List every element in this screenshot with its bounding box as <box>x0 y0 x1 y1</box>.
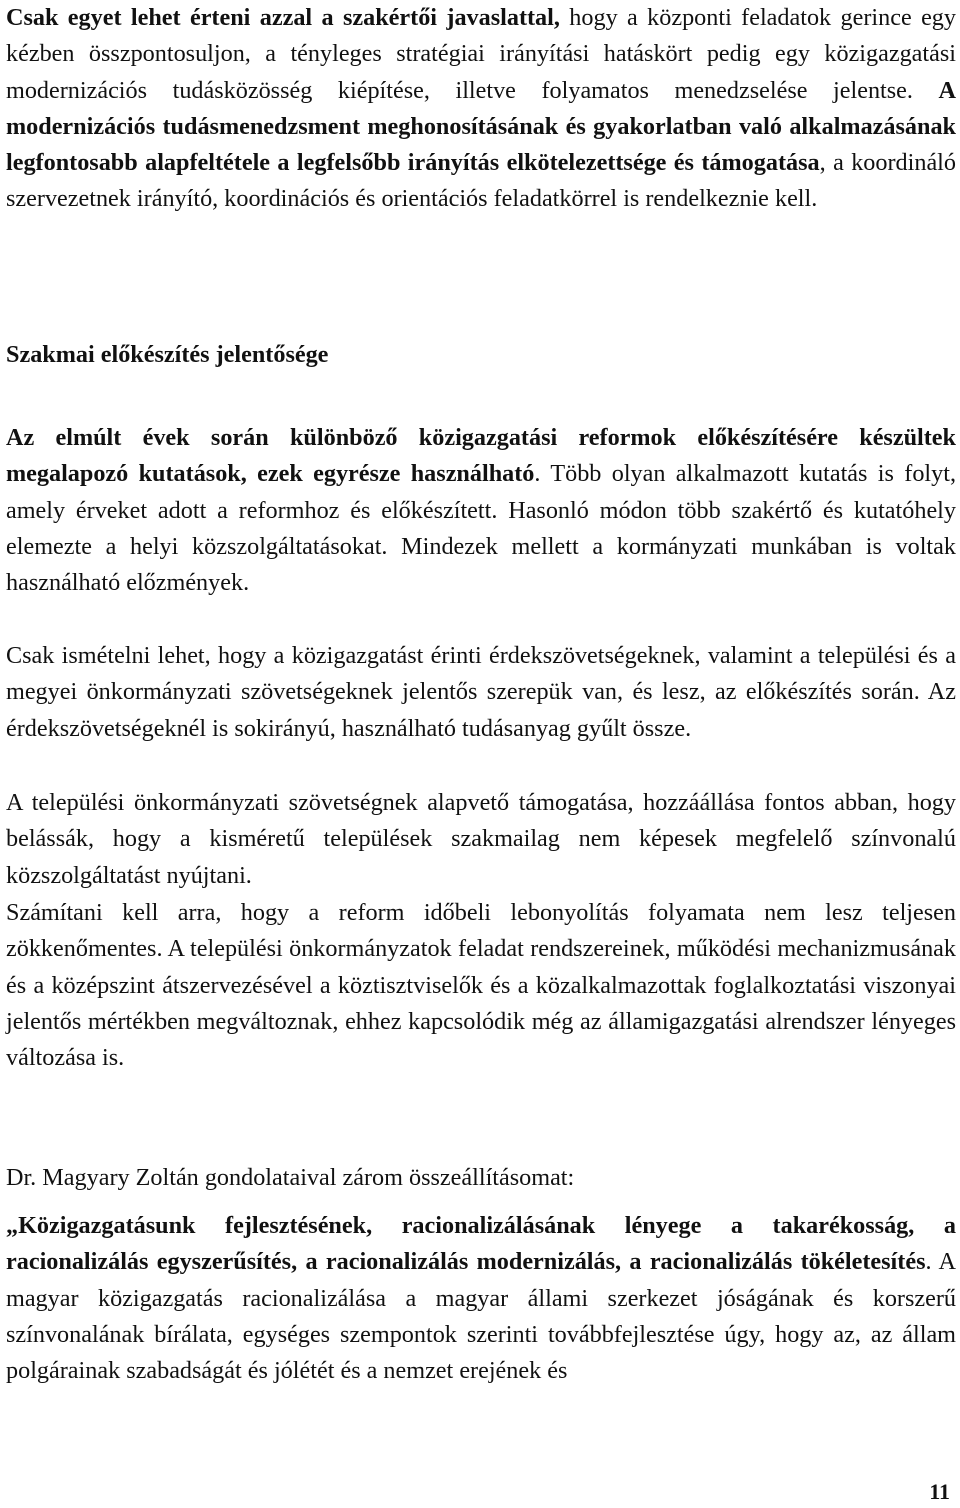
paragraph-text: . Több olyan alkalmazott kutatás is folyt, amely érveket adott a reformhoz és előkészített. Hasonló módon több szakértő és kutatóhely elemezte a helyi közszolgáltatásokat. Mindezek mellett a kormányzati munkában is voltak használható előzmények. <box>6 460 956 597</box>
paragraph-associations: Csak ismételni lehet, hogy a közigazgatást érinti érdekszövetségeknek, valamint a települési és a megyei önkormányzati szövetségeknek jelentős szerepük van, és lesz, az előkészítés során. Az érdekszövetségeknél is sokirányú, használható tudásanyag gyűlt össze. <box>6 642 956 742</box>
paragraph-research <box>6 420 956 601</box>
paragraph-bold-statement: A modernizációs tudásmenedzsment meghonosításának és gyakorlatban való alkalmazásának legfontosabb alapfeltétele a legfelsőbb irányítás elkötelezettsége és támogatása <box>6 76 956 177</box>
section-heading: Szakmai előkészítés jelentősége <box>6 341 329 368</box>
paragraph-bold-quote: „Közigazgatásunk fejlesztésének, racionalizálásának lényege a takarékosság, a racionalizálás egyszerűsítés, a racionalizálás modernizálás, a racionalizálás tökéletesítés <box>6 1212 956 1276</box>
paragraph-reform-process: Számítani kell arra, hogy a reform időbeli lebonyolítás folyamata nem lesz teljesen zökkenőmentes. A települési önkormányzatok feladat rendszereinek, működési mechanizmusának és a középszint átszervezésével a köztisztviselők és a közalkalmazottak foglalkoztatási viszonyai jelentős mértékben megváltoznak, ehhez kapcsolódik még az államigazgatási alrendszer lényeges változása is. <box>6 899 956 1072</box>
paragraph-bold-lead: Az elmúlt évek során különböző közigazgatási reformok előkészítésére készültek megalapozó kutatások, ezek egyrésze használható <box>6 424 956 488</box>
document-page <box>6 0 956 1508</box>
page-number: 11 <box>929 1479 950 1504</box>
paragraph-quote <box>6 1208 956 1389</box>
paragraph-expert-advice <box>6 0 956 218</box>
paragraph-bold-lead: Csak egyet lehet érteni azzal a szakértői javaslattal, <box>6 4 560 31</box>
paragraph-text: , a koordináló szervezetnek irányító, koordinációs és orientációs feladatkörrel is rendelkeznie kell. <box>6 149 957 213</box>
paragraph-text: hogy a központi feladatok gerince egy kézben összpontosuljon, a tényleges stratégiai irányítási hatáskört pedig egy közigazgatási modernizációs tudásközösség kiépítése, illetve folyamatos menedzselése jelentse. <box>6 4 956 104</box>
paragraph-municipal-support: A települési önkormányzati szövetségnek alapvető támogatása, hozzáállása fontos abban, hogy belássák, hogy a kisméretű települések szakmailag nem képesek megfelelő színvonalú közszolgáltatást nyújtani. <box>6 789 956 889</box>
paragraph-text: . A magyar közigazgatás racionalizálása a magyar állami szerkezet jóságának és korszerű színvonalának bírálata, egységes szempontok szerinti továbbfejlesztése úgy, hogy az, az állam polgárainak szabadságát és jólétét és a nemzet erejének és <box>6 1248 956 1385</box>
paragraph-quote-intro: Dr. Magyary Zoltán gondolataival zárom összeállításomat: <box>6 1164 575 1191</box>
